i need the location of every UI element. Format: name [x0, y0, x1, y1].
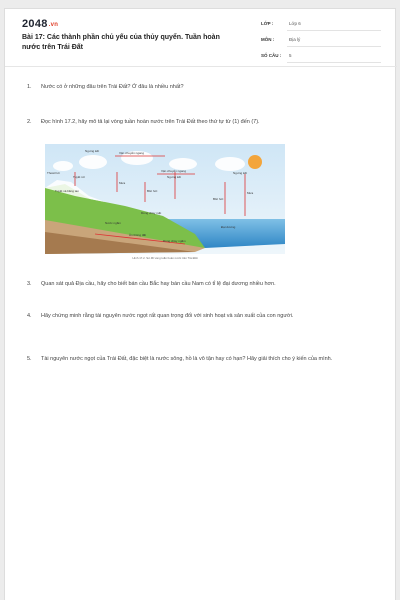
- label-rain: Mưa: [119, 181, 126, 185]
- label-ocean: Đại dương: [221, 225, 236, 229]
- question-text: Nước có ở những đâu trên Trái Đất? Ở đâu là nhiều nhất?: [41, 84, 184, 90]
- cloud-icon: [53, 161, 73, 171]
- question-text: Hãy chứng minh rằng tài nguyên nước ngọt rất quan trọng đối với sinh hoạt và sản xuất của con người.: [41, 313, 294, 319]
- cloud-icon: [79, 155, 107, 169]
- label-seepage: Ăn thông đất: [129, 233, 147, 237]
- sun-icon: [248, 155, 262, 169]
- lesson-title: Bài 17: Các thành phần chủ yếu của thủy quyển. Tuần hoàn nước trên Trái Đất: [22, 34, 220, 51]
- meta-count-key: SỐ CÂU :: [261, 53, 282, 58]
- label-transport-mid: Vận chuyển ngang: [161, 169, 187, 173]
- question-number: 2.: [27, 119, 32, 125]
- question-number: 4.: [27, 313, 32, 319]
- meta-subject: [261, 33, 381, 47]
- label-condense: Ngưng kết: [167, 175, 182, 179]
- question-text: Quan sát quả Địa cầu, hãy cho biết bán cầu Bắc hay bán cầu Nam có tỉ lệ đại dương nhiều hơn.: [41, 281, 276, 287]
- question-text: Tài nguyên nước ngọt của Trái Đất, đặc biệt là nước sông, hồ là vô tận hay có hạn? Hãy giải thích cho ý kiến của mình.: [41, 356, 333, 362]
- label-underground-flow: Dòng chảy ngầm: [163, 239, 186, 243]
- question-number: 1.: [27, 84, 32, 90]
- label-snow: Tuyết rơi: [73, 175, 85, 179]
- question-text: Đọc hình 17.2, hãy mô tả lại vòng tuần hoàn nước trên Trái Đất theo thứ tự từ (1) đến (7).: [41, 119, 260, 125]
- meta-grade-key: LỚP :: [261, 21, 274, 26]
- label-condense: Ngưng kết: [85, 149, 100, 153]
- label-rain: Mưa: [247, 191, 254, 195]
- label-groundwater: Nước ngầm: [105, 221, 121, 225]
- meta-grade: [261, 17, 381, 31]
- meta-subject-key: MÔN :: [261, 37, 275, 42]
- meta-grade-value: Lớp 6: [289, 21, 301, 26]
- label-transpire: Thoát hơi: [47, 171, 60, 175]
- worksheet-header: [5, 9, 397, 67]
- cloud-icon: [215, 157, 245, 171]
- label-evaporation: Bốc hơi: [213, 197, 224, 201]
- meta-count-value: 5: [289, 53, 292, 58]
- label-transport-top: Vận chuyển ngang: [119, 151, 145, 155]
- site-logo[interactable]: [22, 18, 58, 30]
- question-number: 5.: [27, 356, 32, 362]
- logo-text: 2048: [22, 18, 48, 30]
- worksheet-page: [4, 8, 396, 600]
- label-ice: Tuyết và băng tan: [55, 189, 79, 193]
- meta-count: [261, 49, 381, 63]
- logo-suffix: .vn: [48, 22, 59, 28]
- water-cycle-figure: [45, 144, 285, 264]
- label-surface-flow: Dòng chảy mặt: [141, 211, 162, 215]
- water-cycle-diagram: [45, 144, 285, 254]
- label-condense: Ngưng kết: [233, 171, 248, 175]
- question-number: 3.: [27, 281, 32, 287]
- label-evaporation: Bốc hơi: [147, 189, 158, 193]
- figure-caption: Hình 17.2. Sơ đồ vòng tuần hoàn nước trên Trái Đất: [132, 256, 198, 260]
- meta-subject-value: Địa lý: [289, 37, 301, 42]
